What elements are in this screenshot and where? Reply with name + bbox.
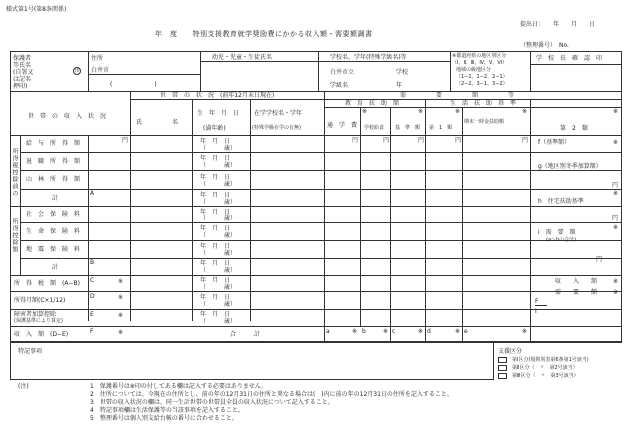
g-winter-addition: g（地区別冬季加算額） [538, 163, 602, 170]
mark-standard: ※ [418, 108, 424, 115]
income-tax-row: 所 得 税 額 (A−B) [14, 280, 80, 287]
support-category-2: 第Ⅱ区分（ 〃 第2号該当） [512, 365, 578, 371]
notes-label: (注) [18, 383, 29, 390]
mark-f-base: ※ [613, 139, 619, 146]
mark-c: ※ [118, 278, 124, 285]
total-b: b [362, 328, 366, 335]
note-5: 5 整理番号は個人別支給台帳の番号に合わせること。 [90, 415, 238, 422]
note-1: 1 保護番号は※印の付してある欄は記入する必要はありません。 [90, 383, 268, 390]
age-7: （ 歳） [200, 250, 237, 257]
birth-10: 年 月 日 [200, 294, 231, 301]
mark-f: ※ [118, 329, 124, 336]
age-8: （ 歳） [200, 267, 237, 274]
income-amount-right: 収 入 額 [555, 278, 598, 285]
yen-h: 円 [612, 215, 619, 222]
subtotal-b-row: 計 [52, 264, 59, 271]
city-school: 白井市立 学校 [330, 69, 409, 76]
subtotal-a-row: 計 [52, 195, 59, 202]
name-column: 氏 名 [136, 119, 179, 126]
birth-9: 年 月 日 [200, 277, 231, 284]
forest-income-row: 山 林 所 得 額 [26, 176, 81, 183]
birth-8: 年 月 日 [200, 260, 231, 267]
age-2: （ 歳） [200, 162, 237, 169]
disability-deduction-sub: (保護基準により算定) [14, 318, 63, 324]
seal-mark: 印 [74, 68, 80, 74]
age-3: （ 歳） [200, 181, 237, 188]
total-c: c [392, 328, 396, 335]
category-1-column: 第 1 類 [429, 125, 453, 131]
total-a: a [326, 328, 330, 335]
i-demand-sub: (a〜hの合計) [546, 237, 577, 243]
life-insurance-row: 生 命 保 険 料 [26, 228, 81, 235]
birth-11: 年 月 日 [200, 311, 231, 318]
yen-year-end: 円 [522, 137, 529, 144]
total-e: e [464, 328, 468, 335]
label-i-right: I [535, 308, 537, 315]
form-number: 様式第1号(第8条関係) [6, 6, 67, 13]
yen-commute: 円 [352, 137, 359, 144]
birth-5: 年 月 日 [200, 209, 231, 216]
disability-deduction-row: 障害者加算控除 [14, 311, 57, 318]
label-a: A [90, 190, 95, 197]
support-category-1: 第Ⅰ区分(規則別表第6条第1号該当) [512, 357, 589, 363]
special-notes-label: 特記事項 [18, 348, 43, 355]
h-housing-aid: h 住宅扶助基準 [538, 198, 584, 205]
commute-cost-column: 通 学 費 [327, 122, 358, 129]
mark-i: ※ [613, 224, 619, 231]
birth-4: 年 月 日 [200, 192, 231, 199]
mark-d: ※ [118, 294, 124, 301]
guardian-label-2: 等氏名 [13, 62, 32, 69]
support-category-3-checkbox[interactable] [498, 373, 507, 379]
i-demand-amount: i 需 要 額 [538, 229, 576, 236]
age-11: （ 歳） [200, 318, 237, 325]
age-9: （ 歳） [200, 284, 237, 291]
support-category-title: 支援区分 [498, 348, 523, 355]
education-aid-header: 教 育 扶 助 額 [345, 100, 400, 107]
yen-unit: 円 [122, 137, 129, 144]
birth-6: 年 月 日 [200, 225, 231, 232]
region-class-3: 地域の級地区分 [456, 67, 492, 73]
retirement-income-row: 退 職 所 得 額 [26, 158, 81, 165]
yen-i: 円 [596, 256, 603, 263]
submit-date: 提出日： 年 月 日 [520, 21, 596, 28]
yen-category1: 円 [455, 137, 462, 144]
mark-lunch: ※ [362, 108, 368, 115]
region-class-2: （Ⅰ、Ⅱ、Ⅲ、Ⅳ、Ⅴ、Ⅵ） [452, 60, 508, 66]
life-aid-header: 生 活 扶 助 基 準 [450, 100, 517, 107]
mark-dd: ※ [455, 328, 461, 335]
income-status-header: 世 帯 の 収 入 状 況 [28, 113, 107, 120]
salary-income-row: 給 与 所 得 額 [26, 140, 81, 147]
pre-tax-income-group: 所得税控除前の [11, 148, 18, 197]
label-c: C [90, 277, 95, 284]
school-grade-column: 在学学校名・学年 [254, 110, 303, 117]
household-status-header: 世 帯 の 状 況 (前年12月末日現在) [160, 92, 275, 99]
mark-h: ※ [613, 190, 619, 197]
address-label: 住所 [91, 55, 104, 62]
age-5: （ 歳） [200, 215, 237, 222]
note-2: 2 住所については、今現在の住所とし、前の年の12月31日の住所と異なる場合は( )内に前の年の12月31日の住所を記入すること。 [90, 391, 453, 398]
support-category-2-checkbox[interactable] [498, 365, 507, 371]
earthquake-insurance-row: 地 震 保 険 料 [26, 246, 81, 253]
mark-e: ※ [118, 312, 124, 319]
category-2-column: 第 2 類 [560, 125, 588, 132]
mark-year-end: ※ [522, 108, 528, 115]
region-class-5: （2−2、3−1、3−2） [456, 81, 508, 87]
total-label: 合 計 [230, 331, 261, 338]
special-notes-box [10, 342, 494, 380]
f-base-amount: f（基準額） [538, 139, 571, 146]
note-4: 4 特記事項欄は生活保護等の当該事項を記入すること。 [90, 407, 244, 414]
address-paren: ( ) [110, 81, 157, 88]
standard-amount-column: 基 準 額 [395, 125, 421, 131]
address-value: 白井市 [91, 67, 110, 74]
demand-header: 需 要 額 等 [400, 92, 515, 99]
social-insurance-row: 社 会 保 険 料 [26, 211, 81, 218]
yen-g: 円 [612, 182, 619, 189]
mark-income-right: ※ [613, 278, 619, 285]
monthly-income-row: 所得月額(C×1/12) [14, 297, 66, 304]
guardian-label-3: (自署又 [13, 69, 34, 76]
birth-3: 年 月 日 [200, 174, 231, 181]
yen-lunch: 円 [383, 137, 390, 144]
mark-category2: ※ [613, 108, 619, 115]
page-title: 年 度 特別支援教育就学奨励費にかかる収入額・需要額調書 [155, 30, 373, 38]
mark-a: ※ [352, 328, 358, 335]
school-grade-sub: (特殊学級在学の有無) [252, 125, 301, 131]
principal-seal-label: 学 校 長 確 認 印 [536, 55, 603, 62]
guardian-label-4: は記名 [13, 76, 32, 83]
region-class: ※都道府県の地区別区分 [452, 53, 507, 59]
child-name-header: 幼児・児童・生徒氏名 [212, 54, 273, 61]
seiri-number: （整理番号） No. [520, 42, 569, 49]
mark-ee: ※ [522, 328, 528, 335]
class-grade: 学級名 年 [330, 82, 403, 89]
total-d: d [427, 328, 431, 335]
school-lunch-column: 学校給食 [364, 125, 385, 131]
age-10: （ 歳） [200, 301, 237, 308]
demand-amount-right: 需 要 額 [555, 289, 598, 296]
age-6: （ 歳） [200, 232, 237, 239]
label-d: D [90, 293, 95, 300]
school-header: 学校名、学年(特殊学級名)等 [330, 54, 407, 61]
age-column: (満年齢) [203, 125, 226, 132]
yen-standard: 円 [418, 137, 425, 144]
deduction-group: 所得控除額 [11, 218, 18, 253]
income-amount-row: 収 入 額 (D−E) [14, 331, 69, 338]
note-3: 3 世帯の収入状況の欄は、同一生計世帯の世帯員全員の収入状況について記入すること。 [90, 399, 334, 406]
mark-demand-right: ※ [613, 289, 619, 296]
guardian-label: 保護者 [13, 55, 32, 62]
year-end-aid-column: 期末一時金扶助額 [464, 119, 505, 125]
mark-cc: ※ [418, 328, 424, 335]
guardian-label-5: 押印) [13, 83, 28, 90]
birth-2: 年 月 日 [200, 155, 231, 162]
mark-category1: ※ [455, 108, 461, 115]
support-category-3: 第Ⅲ区分（ 〃 第3号該当） [512, 373, 579, 379]
birth-7: 年 月 日 [200, 243, 231, 250]
support-category-1-checkbox[interactable] [498, 357, 507, 363]
age-4: （ 歳） [200, 199, 237, 206]
region-class-4: （1−1、1−2、2−1） [456, 74, 508, 80]
age-1: （ 歳） [200, 145, 237, 152]
label-f-right: F [535, 298, 539, 305]
label-e: E [90, 311, 94, 318]
label-f: F [90, 328, 94, 335]
label-b: B [90, 259, 95, 266]
birth-1: 年 月 日 [200, 138, 231, 145]
birthdate-column: 生 年 月 日 [197, 110, 240, 117]
mark-b: ※ [383, 328, 389, 335]
